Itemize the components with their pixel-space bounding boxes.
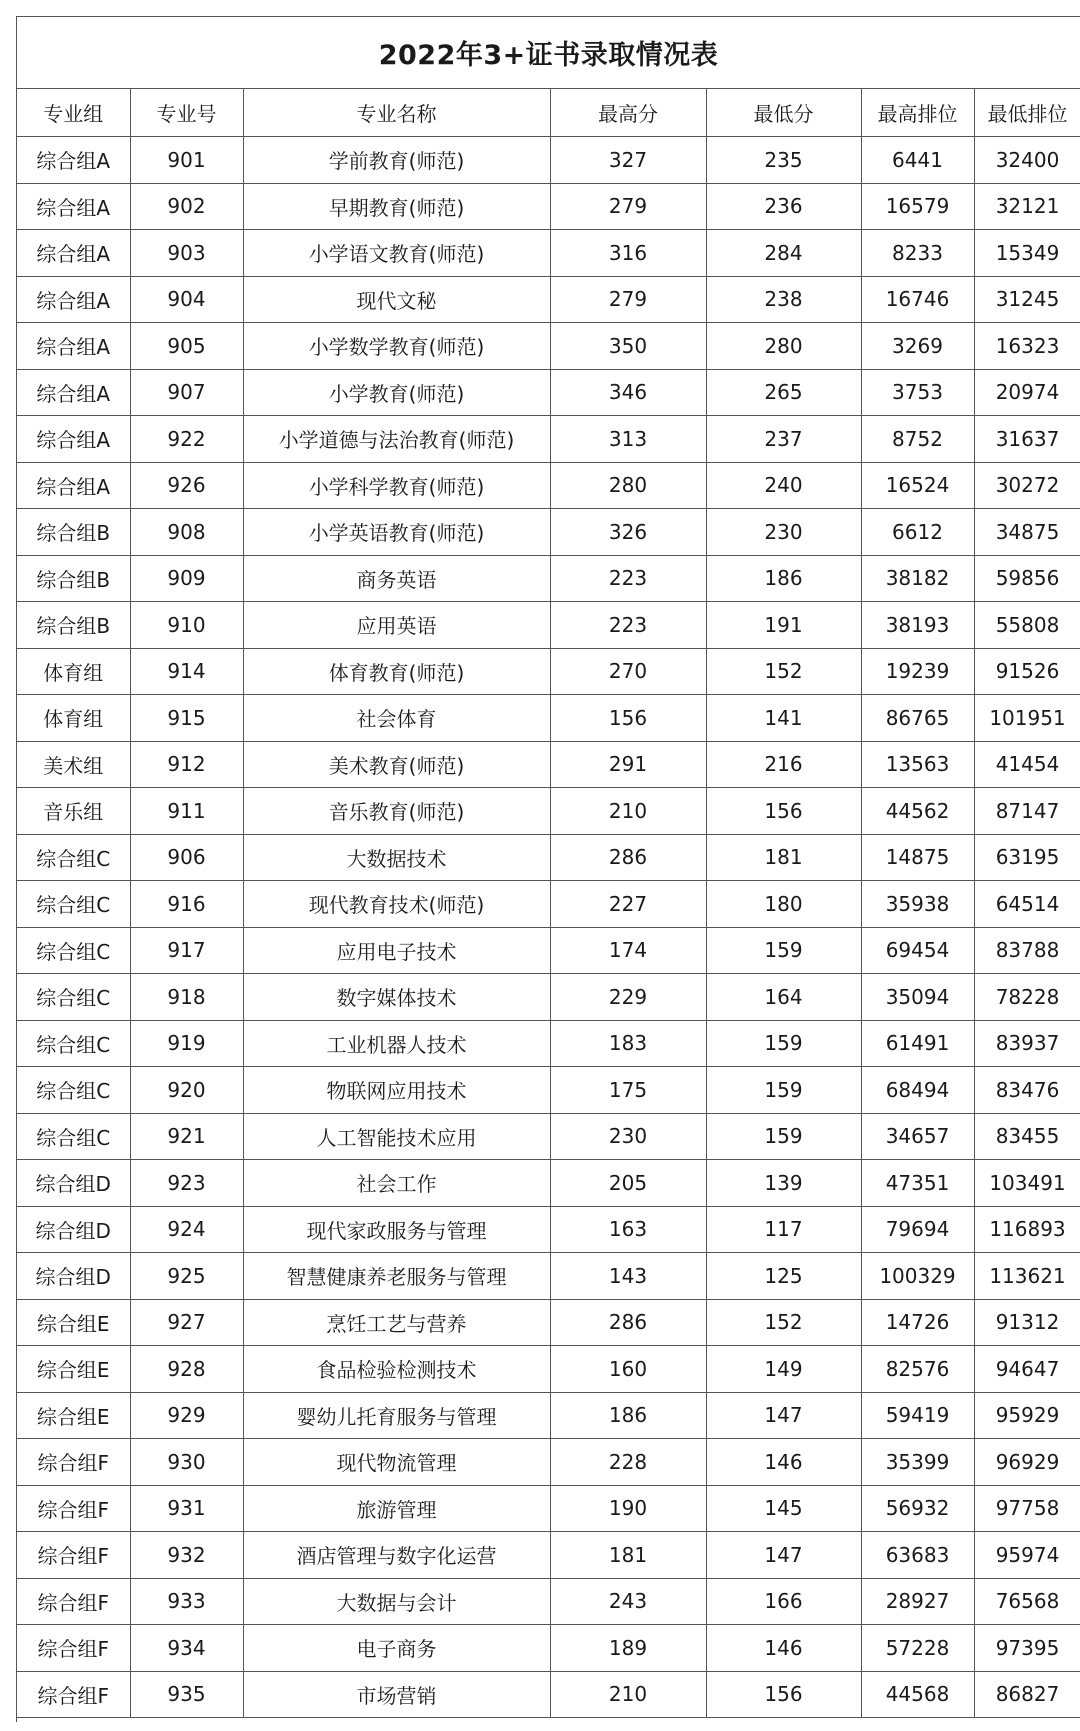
header-max-score: 最高分 xyxy=(550,89,706,137)
cell-min-rank: 63195 xyxy=(974,834,1080,881)
cell-min-score: 280 xyxy=(706,323,861,370)
header-row xyxy=(17,89,1080,137)
cell-major-group: 综合组B xyxy=(17,602,130,649)
cell-max-rank: 3753 xyxy=(861,369,974,416)
table-row xyxy=(17,1067,1080,1114)
cell-min-score: 125 xyxy=(706,1253,861,1300)
cell-min-score: 141 xyxy=(706,695,861,742)
cell-max-score: 190 xyxy=(550,1485,706,1532)
cell-major-name: 小学数学教育(师范) xyxy=(243,323,550,370)
header-major-name: 专业名称 xyxy=(243,89,550,137)
cell-min-rank: 31245 xyxy=(974,276,1080,323)
cell-major-code: 902 xyxy=(130,183,243,230)
cell-major-group: 综合组D xyxy=(17,1253,130,1300)
cell-max-score: 326 xyxy=(550,509,706,556)
table-row xyxy=(17,1578,1080,1625)
cell-min-score: 164 xyxy=(706,974,861,1021)
cell-max-rank: 63683 xyxy=(861,1532,974,1579)
cell-major-code: 915 xyxy=(130,695,243,742)
cell-max-rank: 16524 xyxy=(861,462,974,509)
cell-max-rank: 35399 xyxy=(861,1439,974,1486)
cell-major-code: 929 xyxy=(130,1392,243,1439)
cell-min-rank: 78228 xyxy=(974,974,1080,1021)
admission-table xyxy=(17,89,1080,1718)
cell-max-rank: 44568 xyxy=(861,1671,974,1718)
cell-min-score: 139 xyxy=(706,1160,861,1207)
cell-major-name: 音乐教育(师范) xyxy=(243,788,550,835)
cell-min-rank: 94647 xyxy=(974,1346,1080,1393)
cell-major-name: 烹饪工艺与营养 xyxy=(243,1299,550,1346)
cell-major-group: 体育组 xyxy=(17,695,130,742)
cell-major-group: 综合组C xyxy=(17,1113,130,1160)
admission-table-sheet xyxy=(16,16,1080,1722)
cell-major-group: 综合组D xyxy=(17,1206,130,1253)
cell-max-score: 270 xyxy=(550,648,706,695)
cell-major-group: 音乐组 xyxy=(17,788,130,835)
cell-max-score: 316 xyxy=(550,230,706,277)
cell-min-rank: 116893 xyxy=(974,1206,1080,1253)
cell-min-rank: 30272 xyxy=(974,462,1080,509)
cell-max-score: 279 xyxy=(550,183,706,230)
cell-major-name: 应用英语 xyxy=(243,602,550,649)
cell-max-score: 223 xyxy=(550,555,706,602)
cell-major-code: 901 xyxy=(130,137,243,184)
cell-major-code: 905 xyxy=(130,323,243,370)
cell-min-rank: 64514 xyxy=(974,881,1080,928)
cell-major-group: 综合组A xyxy=(17,462,130,509)
table-row xyxy=(17,1346,1080,1393)
cell-max-score: 279 xyxy=(550,276,706,323)
table-row xyxy=(17,416,1080,463)
cell-min-score: 147 xyxy=(706,1532,861,1579)
cell-major-group: 综合组C xyxy=(17,1020,130,1067)
cell-major-code: 931 xyxy=(130,1485,243,1532)
cell-min-rank: 55808 xyxy=(974,602,1080,649)
cell-major-group: 综合组C xyxy=(17,881,130,928)
cell-major-group: 综合组B xyxy=(17,555,130,602)
cell-max-score: 174 xyxy=(550,927,706,974)
table-row xyxy=(17,1020,1080,1067)
cell-min-rank: 31637 xyxy=(974,416,1080,463)
cell-major-group: 综合组F xyxy=(17,1671,130,1718)
cell-max-score: 189 xyxy=(550,1625,706,1672)
cell-major-name: 酒店管理与数字化运营 xyxy=(243,1532,550,1579)
cell-major-code: 924 xyxy=(130,1206,243,1253)
cell-max-rank: 59419 xyxy=(861,1392,974,1439)
cell-major-group: 综合组C xyxy=(17,834,130,881)
cell-major-group: 综合组F xyxy=(17,1439,130,1486)
header-max-rank: 最高排位 xyxy=(861,89,974,137)
cell-min-score: 230 xyxy=(706,509,861,556)
cell-min-rank: 59856 xyxy=(974,555,1080,602)
cell-max-rank: 8233 xyxy=(861,230,974,277)
table-row xyxy=(17,555,1080,602)
cell-major-group: 综合组E xyxy=(17,1392,130,1439)
cell-min-rank: 97758 xyxy=(974,1485,1080,1532)
cell-major-code: 918 xyxy=(130,974,243,1021)
cell-major-name: 大数据技术 xyxy=(243,834,550,881)
cell-max-rank: 6441 xyxy=(861,137,974,184)
cell-max-score: 143 xyxy=(550,1253,706,1300)
cell-major-name: 数字媒体技术 xyxy=(243,974,550,1021)
cell-max-rank: 13563 xyxy=(861,741,974,788)
cell-major-code: 906 xyxy=(130,834,243,881)
cell-min-rank: 16323 xyxy=(974,323,1080,370)
table-row xyxy=(17,834,1080,881)
table-row xyxy=(17,1113,1080,1160)
table-row xyxy=(17,462,1080,509)
cell-major-group: 综合组F xyxy=(17,1532,130,1579)
cell-max-rank: 44562 xyxy=(861,788,974,835)
cell-max-rank: 56932 xyxy=(861,1485,974,1532)
cell-min-rank: 91526 xyxy=(974,648,1080,695)
cell-min-score: 186 xyxy=(706,555,861,602)
cell-max-rank: 57228 xyxy=(861,1625,974,1672)
table-row xyxy=(17,1625,1080,1672)
cell-max-score: 291 xyxy=(550,741,706,788)
cell-major-name: 食品检验检测技术 xyxy=(243,1346,550,1393)
cell-min-rank: 103491 xyxy=(974,1160,1080,1207)
cell-max-score: 280 xyxy=(550,462,706,509)
cell-major-group: 综合组E xyxy=(17,1346,130,1393)
cell-major-code: 927 xyxy=(130,1299,243,1346)
cell-major-code: 930 xyxy=(130,1439,243,1486)
cell-major-code: 934 xyxy=(130,1625,243,1672)
header-min-score: 最低分 xyxy=(706,89,861,137)
cell-min-score: 181 xyxy=(706,834,861,881)
cell-min-rank: 95929 xyxy=(974,1392,1080,1439)
cell-min-rank: 76568 xyxy=(974,1578,1080,1625)
cell-major-name: 小学语文教育(师范) xyxy=(243,230,550,277)
cell-major-name: 婴幼儿托育服务与管理 xyxy=(243,1392,550,1439)
cell-max-score: 205 xyxy=(550,1160,706,1207)
cell-major-name: 商务英语 xyxy=(243,555,550,602)
cell-min-rank: 95974 xyxy=(974,1532,1080,1579)
table-row xyxy=(17,1532,1080,1579)
cell-major-code: 911 xyxy=(130,788,243,835)
cell-max-score: 223 xyxy=(550,602,706,649)
cell-max-score: 156 xyxy=(550,695,706,742)
cell-max-rank: 38182 xyxy=(861,555,974,602)
cell-major-group: 综合组A xyxy=(17,137,130,184)
table-row xyxy=(17,183,1080,230)
table-row xyxy=(17,1439,1080,1486)
cell-major-name: 美术教育(师范) xyxy=(243,741,550,788)
cell-min-score: 152 xyxy=(706,1299,861,1346)
cell-major-code: 921 xyxy=(130,1113,243,1160)
cell-major-group: 综合组F xyxy=(17,1578,130,1625)
cell-major-name: 现代文秘 xyxy=(243,276,550,323)
cell-major-code: 916 xyxy=(130,881,243,928)
table-row xyxy=(17,1392,1080,1439)
cell-major-code: 922 xyxy=(130,416,243,463)
cell-major-code: 932 xyxy=(130,1532,243,1579)
cell-major-code: 935 xyxy=(130,1671,243,1718)
table-row xyxy=(17,230,1080,277)
cell-min-score: 191 xyxy=(706,602,861,649)
cell-min-score: 284 xyxy=(706,230,861,277)
cell-min-score: 146 xyxy=(706,1625,861,1672)
cell-min-rank: 113621 xyxy=(974,1253,1080,1300)
cell-min-rank: 83455 xyxy=(974,1113,1080,1160)
cell-min-score: 152 xyxy=(706,648,861,695)
table-row xyxy=(17,602,1080,649)
cell-major-name: 社会体育 xyxy=(243,695,550,742)
cell-max-rank: 34657 xyxy=(861,1113,974,1160)
cell-major-name: 现代家政服务与管理 xyxy=(243,1206,550,1253)
table-row xyxy=(17,509,1080,556)
cell-min-rank: 87147 xyxy=(974,788,1080,835)
cell-major-code: 903 xyxy=(130,230,243,277)
cell-max-score: 286 xyxy=(550,834,706,881)
cell-major-code: 908 xyxy=(130,509,243,556)
cell-max-score: 228 xyxy=(550,1439,706,1486)
cell-max-score: 227 xyxy=(550,881,706,928)
cell-min-rank: 15349 xyxy=(974,230,1080,277)
cell-major-group: 综合组C xyxy=(17,927,130,974)
cell-major-name: 小学英语教育(师范) xyxy=(243,509,550,556)
cell-max-score: 229 xyxy=(550,974,706,1021)
cell-major-group: 美术组 xyxy=(17,741,130,788)
cell-max-rank: 14726 xyxy=(861,1299,974,1346)
cell-major-name: 小学科学教育(师范) xyxy=(243,462,550,509)
cell-max-rank: 19239 xyxy=(861,648,974,695)
cell-min-score: 117 xyxy=(706,1206,861,1253)
cell-min-rank: 96929 xyxy=(974,1439,1080,1486)
cell-max-rank: 69454 xyxy=(861,927,974,974)
cell-min-score: 237 xyxy=(706,416,861,463)
cell-max-score: 286 xyxy=(550,1299,706,1346)
table-row xyxy=(17,741,1080,788)
table-row xyxy=(17,648,1080,695)
cell-major-group: 体育组 xyxy=(17,648,130,695)
cell-major-name: 早期教育(师范) xyxy=(243,183,550,230)
table-body xyxy=(17,137,1080,1718)
cell-min-rank: 83937 xyxy=(974,1020,1080,1067)
cell-min-score: 147 xyxy=(706,1392,861,1439)
cell-max-score: 181 xyxy=(550,1532,706,1579)
cell-major-group: 综合组A xyxy=(17,323,130,370)
table-row xyxy=(17,1160,1080,1207)
cell-max-score: 350 xyxy=(550,323,706,370)
cell-max-rank: 35094 xyxy=(861,974,974,1021)
cell-min-score: 236 xyxy=(706,183,861,230)
cell-max-rank: 3269 xyxy=(861,323,974,370)
cell-max-score: 346 xyxy=(550,369,706,416)
cell-major-name: 大数据与会计 xyxy=(243,1578,550,1625)
cell-major-code: 910 xyxy=(130,602,243,649)
cell-max-rank: 86765 xyxy=(861,695,974,742)
cell-min-score: 159 xyxy=(706,927,861,974)
header-major-group: 专业组 xyxy=(17,89,130,137)
cell-min-score: 145 xyxy=(706,1485,861,1532)
cell-major-group: 综合组F xyxy=(17,1485,130,1532)
cell-min-score: 235 xyxy=(706,137,861,184)
cell-max-rank: 6612 xyxy=(861,509,974,556)
table-row xyxy=(17,881,1080,928)
cell-major-code: 904 xyxy=(130,276,243,323)
cell-major-name: 现代教育技术(师范) xyxy=(243,881,550,928)
cell-major-name: 物联网应用技术 xyxy=(243,1067,550,1114)
table-row xyxy=(17,695,1080,742)
cell-min-score: 156 xyxy=(706,1671,861,1718)
table-row xyxy=(17,276,1080,323)
cell-max-score: 186 xyxy=(550,1392,706,1439)
cell-major-group: 综合组B xyxy=(17,509,130,556)
cell-min-score: 265 xyxy=(706,369,861,416)
cell-major-code: 909 xyxy=(130,555,243,602)
cell-min-rank: 83788 xyxy=(974,927,1080,974)
cell-min-rank: 20974 xyxy=(974,369,1080,416)
cell-major-name: 小学教育(师范) xyxy=(243,369,550,416)
cell-major-code: 933 xyxy=(130,1578,243,1625)
cell-major-code: 920 xyxy=(130,1067,243,1114)
cell-major-code: 923 xyxy=(130,1160,243,1207)
cell-major-name: 电子商务 xyxy=(243,1625,550,1672)
cell-min-score: 166 xyxy=(706,1578,861,1625)
cell-max-rank: 16579 xyxy=(861,183,974,230)
table-row xyxy=(17,137,1080,184)
cell-min-rank: 34875 xyxy=(974,509,1080,556)
cell-min-score: 159 xyxy=(706,1067,861,1114)
cell-min-score: 216 xyxy=(706,741,861,788)
cell-major-group: 综合组E xyxy=(17,1299,130,1346)
header-min-rank: 最低排位 xyxy=(974,89,1080,137)
cell-min-score: 149 xyxy=(706,1346,861,1393)
cell-major-group: 综合组A xyxy=(17,416,130,463)
table-row xyxy=(17,323,1080,370)
header-major-code: 专业号 xyxy=(130,89,243,137)
cell-max-rank: 82576 xyxy=(861,1346,974,1393)
cell-max-score: 313 xyxy=(550,416,706,463)
table-row xyxy=(17,974,1080,1021)
cell-major-name: 社会工作 xyxy=(243,1160,550,1207)
cell-max-rank: 16746 xyxy=(861,276,974,323)
cell-major-name: 市场营销 xyxy=(243,1671,550,1718)
cell-min-rank: 86827 xyxy=(974,1671,1080,1718)
cell-max-rank: 79694 xyxy=(861,1206,974,1253)
cell-major-group: 综合组A xyxy=(17,369,130,416)
cell-max-score: 183 xyxy=(550,1020,706,1067)
cell-min-score: 146 xyxy=(706,1439,861,1486)
cell-major-name: 学前教育(师范) xyxy=(243,137,550,184)
cell-max-rank: 35938 xyxy=(861,881,974,928)
cell-min-rank: 32121 xyxy=(974,183,1080,230)
cell-major-code: 925 xyxy=(130,1253,243,1300)
cell-major-code: 914 xyxy=(130,648,243,695)
cell-max-rank: 38193 xyxy=(861,602,974,649)
cell-major-group: 综合组C xyxy=(17,1067,130,1114)
cell-major-group: 综合组C xyxy=(17,974,130,1021)
cell-max-rank: 28927 xyxy=(861,1578,974,1625)
cell-max-score: 230 xyxy=(550,1113,706,1160)
cell-max-rank: 68494 xyxy=(861,1067,974,1114)
cell-max-score: 210 xyxy=(550,1671,706,1718)
cell-max-score: 243 xyxy=(550,1578,706,1625)
cell-max-rank: 14875 xyxy=(861,834,974,881)
cell-min-rank: 32400 xyxy=(974,137,1080,184)
table-row xyxy=(17,927,1080,974)
cell-min-rank: 41454 xyxy=(974,741,1080,788)
cell-major-code: 917 xyxy=(130,927,243,974)
cell-min-rank: 97395 xyxy=(974,1625,1080,1672)
table-row xyxy=(17,788,1080,835)
table-title: 2022年3+证书录取情况表 xyxy=(378,40,719,71)
cell-max-score: 175 xyxy=(550,1067,706,1114)
table-row xyxy=(17,1253,1080,1300)
cell-major-code: 912 xyxy=(130,741,243,788)
cell-min-score: 156 xyxy=(706,788,861,835)
cell-min-rank: 83476 xyxy=(974,1067,1080,1114)
cell-major-name: 工业机器人技术 xyxy=(243,1020,550,1067)
cell-min-rank: 91312 xyxy=(974,1299,1080,1346)
table-title-row xyxy=(17,17,1080,89)
cell-max-rank: 8752 xyxy=(861,416,974,463)
cell-max-score: 160 xyxy=(550,1346,706,1393)
table-row xyxy=(17,1485,1080,1532)
table-header xyxy=(17,89,1080,137)
cell-major-name: 小学道德与法治教育(师范) xyxy=(243,416,550,463)
cell-major-group: 综合组D xyxy=(17,1160,130,1207)
cell-major-name: 人工智能技术应用 xyxy=(243,1113,550,1160)
cell-major-group: 综合组A xyxy=(17,183,130,230)
cell-major-group: 综合组F xyxy=(17,1625,130,1672)
cell-min-rank: 101951 xyxy=(974,695,1080,742)
cell-major-name: 旅游管理 xyxy=(243,1485,550,1532)
cell-min-score: 240 xyxy=(706,462,861,509)
cell-major-code: 907 xyxy=(130,369,243,416)
cell-major-name: 应用电子技术 xyxy=(243,927,550,974)
cell-max-rank: 100329 xyxy=(861,1253,974,1300)
cell-min-score: 180 xyxy=(706,881,861,928)
table-row xyxy=(17,369,1080,416)
cell-max-score: 163 xyxy=(550,1206,706,1253)
cell-min-score: 238 xyxy=(706,276,861,323)
cell-major-name: 现代物流管理 xyxy=(243,1439,550,1486)
cell-max-rank: 47351 xyxy=(861,1160,974,1207)
cell-major-code: 919 xyxy=(130,1020,243,1067)
table-row xyxy=(17,1206,1080,1253)
cell-min-score: 159 xyxy=(706,1113,861,1160)
table-row xyxy=(17,1671,1080,1718)
cell-max-score: 327 xyxy=(550,137,706,184)
cell-major-group: 综合组A xyxy=(17,276,130,323)
cell-major-name: 智慧健康养老服务与管理 xyxy=(243,1253,550,1300)
cell-major-code: 928 xyxy=(130,1346,243,1393)
cell-major-name: 体育教育(师范) xyxy=(243,648,550,695)
table-row xyxy=(17,1299,1080,1346)
cell-min-score: 159 xyxy=(706,1020,861,1067)
cell-max-rank: 61491 xyxy=(861,1020,974,1067)
cell-major-group: 综合组A xyxy=(17,230,130,277)
cell-max-score: 210 xyxy=(550,788,706,835)
cell-major-code: 926 xyxy=(130,462,243,509)
